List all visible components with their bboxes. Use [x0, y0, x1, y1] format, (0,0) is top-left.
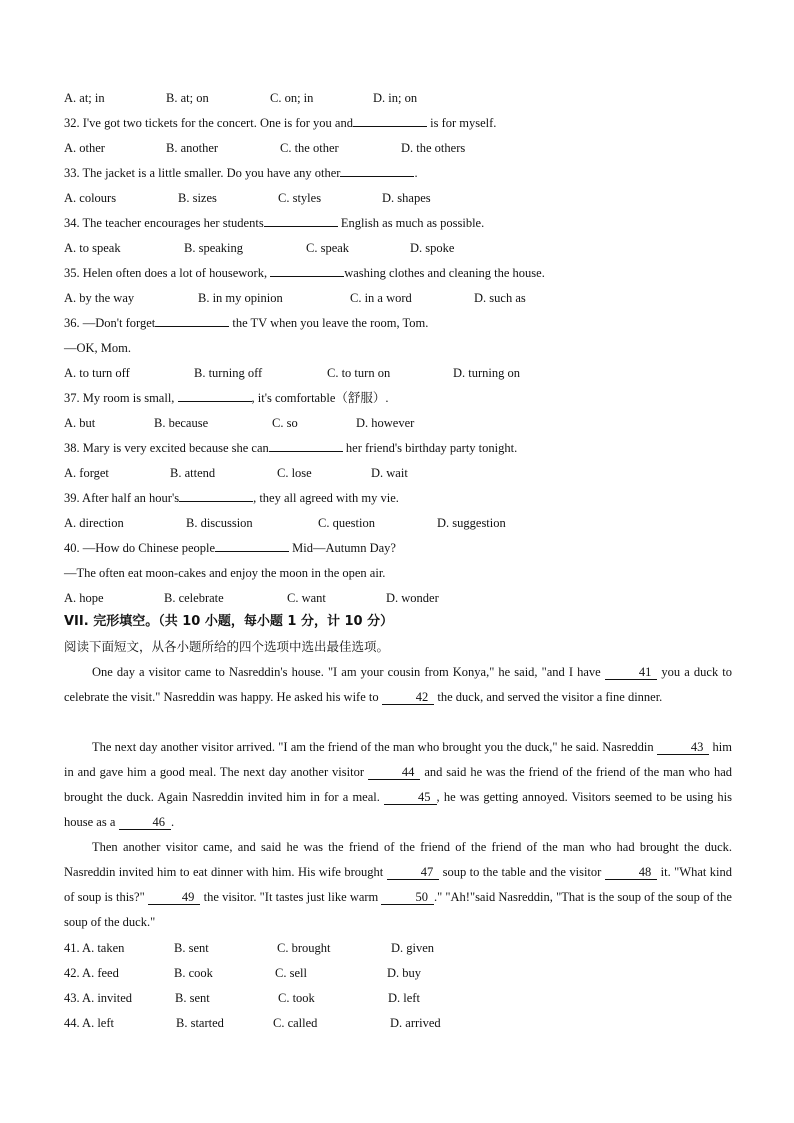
cloze-blank-49: 49 [148, 890, 201, 905]
q38-option-b: B. attend [170, 466, 216, 480]
answer-blank [353, 113, 427, 127]
q44-option-b: B. started [176, 1016, 224, 1030]
q33-option-b: B. sizes [178, 191, 217, 205]
q36-option-b: B. turning off [194, 366, 263, 380]
q40-option-b: B. celebrate [164, 591, 224, 605]
q41-option-b: B. sent [174, 941, 209, 955]
q32-option-c: C. the other [280, 141, 339, 155]
passage-paragraph-3: Then another visitor came, and said he was the friend of the friend of the friend of the man who had brought the duck. Nasreddin invited him to eat dinner with him. His wife brought 47 soup to the table and the visitor 48 it. "What kind of soup is this?" 49 the visitor. "It tastes just like warm 50 ." "Ah!"said Nasreddin, "That is the soup of the soup of the soup of the duck." [64, 840, 732, 929]
cloze-blank-47: 47 [387, 865, 440, 880]
q44-option-a: 44. A. left [64, 1016, 114, 1030]
question-36: 36. —Don't forget the TV when you leave the room, Tom. [64, 313, 428, 333]
answer-blank [178, 388, 252, 402]
cloze-blank-48: 48 [605, 865, 658, 880]
cloze-blank-43: 43 [657, 740, 710, 755]
question-40-reply: —The often eat moon-cakes and enjoy the moon in the open air. [64, 566, 386, 580]
q31-option-d: D. in; on [373, 91, 418, 105]
question-37: 37. My room is small, , it's comfortable（舒服）. [64, 388, 389, 408]
q33-option-d: D. shapes [382, 191, 431, 205]
cloze-blank-45: 45 [384, 790, 437, 805]
question-32: 32. I've got two tickets for the concert. One is for you and is for myself. [64, 113, 496, 133]
q37-option-d: D. however [356, 416, 415, 430]
section-instruction: 阅读下面短文，从各小题所给的四个选项中选出最佳选项。 [64, 639, 390, 654]
q39-option-c: C. question [318, 516, 375, 530]
q43-option-c: C. took [278, 991, 315, 1005]
passage-paragraph-2: The next day another visitor arrived. "I am the friend of the man who brought you the duck," he said. Nasreddin 43 him in and gave him a good meal. The next day another visitor 44 and said he was the friend of the friend of the man who had brought the duck. Again Nasreddin invited him in for a meal. 45 , he was getting annoyed. Visitors seemed to be using his house as a 46 . [64, 740, 732, 829]
answer-blank [340, 163, 414, 177]
question-38: 38. Mary is very excited because she can her friend's birthday party tonight. [64, 438, 517, 458]
answer-blank [155, 313, 229, 327]
q44-option-c: C. called [273, 1016, 318, 1030]
answer-blank [270, 263, 344, 277]
answer-blank [264, 213, 338, 227]
q35-option-d: D. such as [474, 291, 526, 305]
q35-option-b: B. in my opinion [198, 291, 283, 305]
q39-option-d: D. suggestion [437, 516, 506, 530]
q40-option-c: C. want [287, 591, 326, 605]
q31-option-b: B. at; on [166, 91, 209, 105]
cloze-blank-50: 50 [381, 890, 434, 905]
answer-blank [269, 438, 343, 452]
cloze-blank-46: 46 [119, 815, 172, 830]
q38-option-a: A. forget [64, 466, 109, 480]
q40-option-d: D. wonder [386, 591, 439, 605]
q43-option-d: D. left [388, 991, 420, 1005]
q43-option-b: B. sent [175, 991, 210, 1005]
q41-option-a: 41. A. taken [64, 941, 125, 955]
q36-option-d: D. turning on [453, 366, 521, 380]
q41-option-d: D. given [391, 941, 435, 955]
q32-option-b: B. another [166, 141, 219, 155]
question-40: 40. —How do Chinese people Mid—Autumn Day? [64, 538, 396, 558]
question-33: 33. The jacket is a little smaller. Do you have any other . [64, 163, 418, 183]
q37-option-a: A. but [64, 416, 96, 430]
question-35: 35. Helen often does a lot of housework, washing clothes and cleaning the house. [64, 263, 545, 283]
q36-option-a: A. to turn off [64, 366, 130, 380]
q31-option-a: A. at; in [64, 91, 105, 105]
q39-option-b: B. discussion [186, 516, 253, 530]
q42-option-a: 42. A. feed [64, 966, 119, 980]
q32-option-d: D. the others [401, 141, 466, 155]
q31-option-c: C. on; in [270, 91, 314, 105]
q35-option-a: A. by the way [64, 291, 135, 305]
question-39: 39. After half an hour's , they all agreed with my vie. [64, 488, 399, 508]
q39-option-a: A. direction [64, 516, 124, 530]
cloze-blank-42: 42 [382, 690, 435, 705]
q33-option-a: A. colours [64, 191, 117, 205]
q37-option-b: B. because [154, 416, 209, 430]
q38-option-c: C. lose [277, 466, 312, 480]
q41-option-c: C. brought [277, 941, 331, 955]
q33-option-c: C. styles [278, 191, 322, 205]
q38-option-d: D. wait [371, 466, 408, 480]
section-title: VII. 完形填空。（共 10 小题，每小题 1 分，计 10 分） [64, 614, 394, 629]
q34-option-d: D. spoke [410, 241, 455, 255]
q43-option-a: 43. A. invited [64, 991, 133, 1005]
q36-option-c: C. to turn on [327, 366, 391, 380]
question-36-reply: —OK, Mom. [64, 341, 132, 355]
answer-blank [179, 488, 253, 502]
q34-option-a: A. to speak [64, 241, 121, 255]
q34-option-c: C. speak [306, 241, 350, 255]
q42-option-c: C. sell [275, 966, 307, 980]
cloze-blank-41: 41 [605, 665, 658, 680]
q42-option-d: D. buy [387, 966, 422, 980]
q35-option-c: C. in a word [350, 291, 412, 305]
q32-option-a: A. other [64, 141, 105, 155]
q44-option-d: D. arrived [390, 1016, 441, 1030]
q40-option-a: A. hope [64, 591, 104, 605]
answer-blank [215, 538, 289, 552]
question-34: 34. The teacher encourages her students English as much as possible. [64, 213, 484, 233]
cloze-blank-44: 44 [368, 765, 421, 780]
q42-option-b: B. cook [174, 966, 213, 980]
q37-option-c: C. so [272, 416, 298, 430]
q34-option-b: B. speaking [184, 241, 244, 255]
passage-paragraph-1: One day a visitor came to Nasreddin's house. "I am your cousin from Konya," he said, "and I have 41 you a duck to celebrate the visit." Nasreddin was happy. He asked his wife to 42 the duck, and served the visitor a fine dinner. [64, 665, 733, 704]
